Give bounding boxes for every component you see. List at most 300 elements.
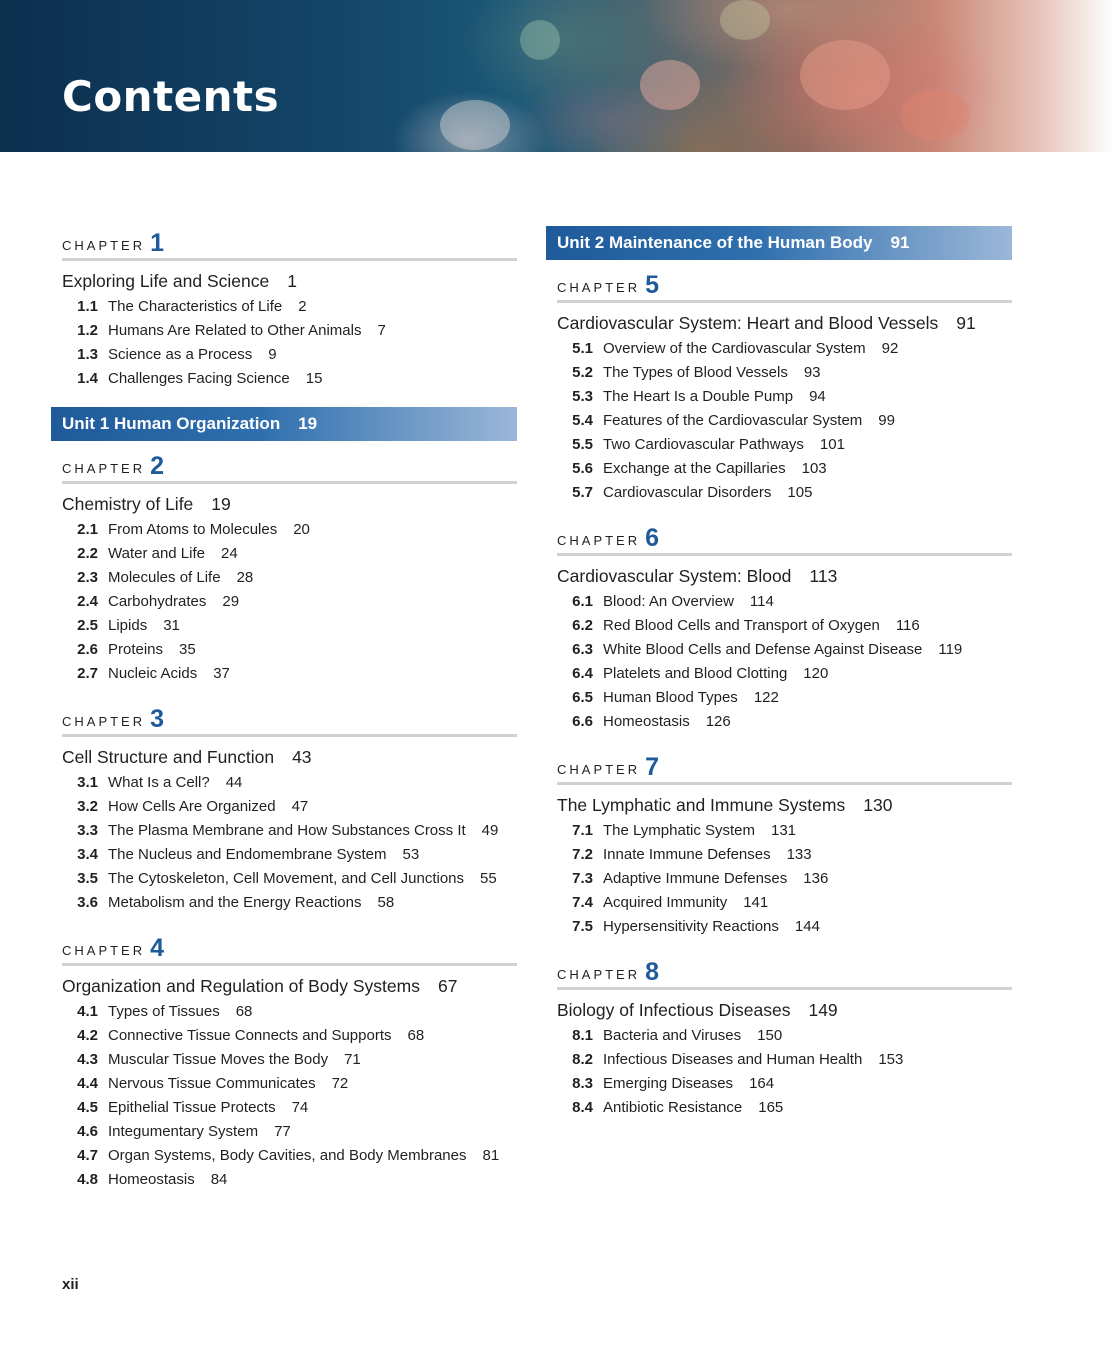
section-title: The Heart Is a Double Pump (603, 388, 794, 405)
section-number: 7.3 (572, 870, 593, 887)
section-page-number: 136 (803, 870, 829, 887)
section-item (557, 844, 1012, 865)
section-number: 6.2 (572, 617, 593, 634)
chapter-block (546, 521, 1012, 732)
section-list (557, 591, 1012, 732)
coral-decoration (800, 40, 890, 110)
section-page-number: 68 (235, 1003, 253, 1020)
section-item (557, 663, 1012, 684)
section-item (557, 1025, 1012, 1046)
chapter-title (62, 746, 517, 768)
section-number: 3.1 (77, 774, 98, 791)
section-page-number: 103 (801, 460, 827, 477)
section-list (62, 519, 517, 684)
section-item (557, 410, 1012, 431)
section-page-number: 92 (881, 340, 899, 357)
section-title: Nucleic Acids (108, 665, 198, 682)
section-title-wrap (603, 892, 1012, 913)
chapter-number: 2 (150, 452, 165, 480)
section-title-wrap (603, 434, 1012, 455)
chapter-label: CHAPTER (62, 714, 146, 729)
section-title-wrap (108, 1073, 517, 1094)
section-title-wrap (603, 1073, 1012, 1094)
chapter-label: CHAPTER (557, 762, 641, 777)
section-title: Metabolism and the Energy Reactions (108, 894, 362, 911)
section-title-wrap (108, 368, 517, 389)
section-title-wrap (108, 1049, 517, 1070)
unit-title: Maintenance of the Human Body (608, 233, 873, 252)
chapter-title-text: Organization and Regulation of Body Systems (62, 976, 420, 996)
section-page-number: 116 (895, 617, 920, 634)
section-title-wrap (108, 796, 517, 817)
chapter-label: CHAPTER (557, 280, 641, 295)
section-item (557, 434, 1012, 455)
chapter-label: CHAPTER (62, 943, 146, 958)
section-title-wrap (108, 820, 517, 841)
section-number: 1.2 (77, 322, 98, 339)
unit-banner (51, 407, 517, 441)
section-title: Science as a Process (108, 346, 253, 363)
section-title-wrap (603, 639, 1012, 660)
section-number: 7.4 (572, 894, 593, 911)
section-title-wrap (108, 1097, 517, 1118)
section-title: Water and Life (108, 545, 205, 562)
section-item (62, 591, 517, 612)
section-list (557, 1025, 1012, 1118)
section-page-number: 49 (481, 822, 499, 839)
section-page-number: 24 (221, 545, 238, 562)
section-title: The Plasma Membrane and How Substances Cross It (108, 822, 466, 839)
section-title-wrap (108, 1001, 517, 1022)
coral-decoration (440, 100, 510, 150)
chapter-number: 1 (150, 229, 165, 257)
section-page-number: 29 (222, 593, 240, 610)
section-page-number: 15 (305, 370, 323, 387)
section-item (62, 320, 517, 341)
section-title-wrap (108, 892, 517, 913)
chapter-title (62, 270, 517, 292)
section-title: The Cytoskeleton, Cell Movement, and Cell Junctions (108, 870, 465, 887)
section-title: The Characteristics of Life (108, 298, 283, 315)
section-title: Types of Tissues (108, 1003, 220, 1020)
section-title: Innate Immune Defenses (603, 846, 771, 863)
section-page-number: 164 (749, 1075, 775, 1092)
section-title: Hypersensitivity Reactions (603, 918, 779, 935)
section-item (62, 868, 517, 889)
section-title: Human Blood Types (603, 689, 738, 706)
section-title-wrap (603, 458, 1012, 479)
section-title: Emerging Diseases (603, 1075, 734, 1092)
section-page-number: 74 (291, 1099, 309, 1116)
section-number: 2.4 (77, 593, 98, 610)
section-title: Humans Are Related to Other Animals (108, 322, 362, 339)
section-item (62, 796, 517, 817)
section-item (62, 615, 517, 636)
section-title: Epithelial Tissue Protects (108, 1099, 276, 1116)
chapter-title (557, 794, 1012, 816)
section-number: 6.3 (572, 641, 593, 658)
section-title-wrap (603, 711, 1012, 732)
section-page-number: 94 (809, 388, 826, 405)
section-title-wrap (108, 1025, 517, 1046)
section-number: 3.6 (77, 894, 98, 911)
chapter-page-number: 67 (437, 976, 458, 996)
coral-decoration (640, 60, 700, 110)
chapter-label: CHAPTER (62, 238, 146, 253)
section-number: 7.5 (572, 918, 593, 935)
section-title-wrap (108, 615, 517, 636)
section-number: 4.3 (77, 1051, 98, 1068)
chapter-page-number: 149 (808, 1000, 838, 1020)
section-title-wrap (108, 320, 517, 341)
section-title-wrap (603, 1097, 1012, 1118)
section-title: Platelets and Blood Clotting (603, 665, 788, 682)
section-number: 4.5 (77, 1099, 98, 1116)
section-item (557, 615, 1012, 636)
section-item (557, 820, 1012, 841)
section-item (557, 362, 1012, 383)
section-item (557, 386, 1012, 407)
section-item (62, 567, 517, 588)
section-title-wrap (108, 543, 517, 564)
section-title-wrap (603, 362, 1012, 383)
chapter-title-text: Cardiovascular System: Blood (557, 566, 792, 586)
chapter-title-text: Exploring Life and Science (62, 271, 270, 291)
section-page-number: 47 (291, 798, 309, 815)
section-number: 7.2 (572, 846, 593, 863)
section-title-wrap (603, 916, 1012, 937)
section-list (557, 820, 1012, 937)
section-title: Antibiotic Resistance (603, 1099, 743, 1116)
section-title-wrap (603, 615, 1012, 636)
section-number: 1.1 (77, 298, 98, 315)
section-title: Two Cardiovascular Pathways (603, 436, 804, 453)
section-item (557, 1097, 1012, 1118)
section-number: 1.3 (77, 346, 98, 363)
section-title: Blood: An Overview (603, 593, 734, 610)
chapter-number: 5 (645, 271, 660, 299)
chapter-heading (557, 750, 1012, 785)
section-title-wrap (108, 868, 517, 889)
section-page-number: 9 (268, 346, 277, 363)
coral-decoration (720, 0, 770, 40)
section-title-wrap (603, 338, 1012, 359)
chapter-label: CHAPTER (557, 967, 641, 982)
section-page-number: 122 (753, 689, 779, 706)
section-item (62, 772, 517, 793)
section-number: 3.4 (77, 846, 98, 863)
section-title-wrap (603, 844, 1012, 865)
section-title: Homeostasis (603, 713, 690, 730)
section-item (62, 543, 517, 564)
section-page-number: 72 (331, 1075, 349, 1092)
section-number: 3.3 (77, 822, 98, 839)
section-number: 4.2 (77, 1027, 98, 1044)
section-title-wrap (108, 591, 517, 612)
section-item (62, 639, 517, 660)
section-title: Organ Systems, Body Cavities, and Body Membranes (108, 1147, 467, 1164)
section-item (62, 1169, 517, 1190)
section-item (557, 1073, 1012, 1094)
chapter-block (51, 226, 517, 389)
toc-left-column (51, 226, 517, 1208)
section-title-wrap (108, 1121, 517, 1142)
section-title: Lipids (108, 617, 148, 634)
section-item (557, 458, 1012, 479)
section-title: Overview of the Cardiovascular System (603, 340, 866, 357)
chapter-title-text: Cell Structure and Function (62, 747, 275, 767)
section-title: From Atoms to Molecules (108, 521, 278, 538)
chapter-block (51, 702, 517, 913)
section-page-number: 37 (213, 665, 230, 682)
chapter-page-number: 19 (211, 494, 231, 514)
chapter-heading (62, 226, 517, 261)
chapter-number: 4 (150, 934, 165, 962)
section-item (557, 687, 1012, 708)
section-item (557, 591, 1012, 612)
section-item (62, 1073, 517, 1094)
section-number: 2.5 (77, 617, 98, 634)
chapter-page-number: 130 (863, 795, 893, 815)
section-title-wrap (108, 344, 517, 365)
section-number: 4.4 (77, 1075, 98, 1092)
chapter-title (557, 565, 1012, 587)
section-title-wrap (108, 1169, 517, 1190)
section-page-number: 119 (938, 641, 963, 658)
section-page-number: 84 (210, 1171, 228, 1188)
section-title-wrap (108, 567, 517, 588)
section-item (62, 1097, 517, 1118)
chapter-block (546, 955, 1012, 1118)
section-number: 2.1 (77, 521, 98, 538)
section-item (557, 916, 1012, 937)
section-title: Muscular Tissue Moves the Body (108, 1051, 329, 1068)
section-page-number: 131 (771, 822, 797, 839)
chapter-number: 8 (645, 958, 660, 986)
section-title: What Is a Cell? (108, 774, 210, 791)
section-page-number: 81 (482, 1147, 500, 1164)
unit-label: Unit 2 (557, 233, 605, 252)
chapter-title (62, 975, 517, 997)
section-number: 5.3 (572, 388, 593, 405)
section-title: Infectious Diseases and Human Health (603, 1051, 863, 1068)
section-title: How Cells Are Organized (108, 798, 276, 815)
section-number: 2.7 (77, 665, 98, 682)
chapter-label: CHAPTER (557, 533, 641, 548)
section-title: Challenges Facing Science (108, 370, 290, 387)
section-item (557, 868, 1012, 889)
chapter-title (557, 999, 1012, 1021)
section-number: 2.6 (77, 641, 98, 658)
chapter-page-number: 1 (287, 271, 297, 291)
section-number: 6.4 (572, 665, 593, 682)
section-title-wrap (603, 386, 1012, 407)
section-number: 5.4 (572, 412, 593, 429)
toc-right-column (546, 226, 1012, 1136)
chapter-page-number: 91 (956, 313, 976, 333)
page-number: xii (62, 1276, 79, 1293)
section-number: 6.1 (572, 593, 593, 610)
section-title-wrap (603, 820, 1012, 841)
section-title-wrap (603, 482, 1012, 503)
chapter-heading (557, 521, 1012, 556)
unit-page-number: 91 (890, 233, 910, 252)
chapter-title (557, 312, 1012, 334)
section-number: 5.6 (572, 460, 593, 477)
section-title: White Blood Cells and Defense Against Disease (603, 641, 923, 658)
section-page-number: 68 (407, 1027, 425, 1044)
section-title: Connective Tissue Connects and Supports (108, 1027, 392, 1044)
section-number: 4.6 (77, 1123, 98, 1140)
section-item (557, 482, 1012, 503)
section-title-wrap (603, 1049, 1012, 1070)
coral-decoration (520, 20, 560, 60)
section-number: 8.3 (572, 1075, 593, 1092)
section-number: 8.1 (572, 1027, 593, 1044)
section-title: Molecules of Life (108, 569, 221, 586)
section-number: 8.4 (572, 1099, 593, 1116)
chapter-heading (557, 955, 1012, 990)
chapter-page-number: 113 (809, 566, 838, 586)
section-title-wrap (108, 639, 517, 660)
section-page-number: 99 (878, 412, 895, 429)
chapter-block (51, 449, 517, 684)
chapter-number: 3 (150, 705, 165, 733)
section-number: 4.7 (77, 1147, 98, 1164)
section-item (62, 368, 517, 389)
section-title: The Lymphatic System (603, 822, 755, 839)
section-page-number: 133 (786, 846, 812, 863)
section-page-number: 77 (274, 1123, 291, 1140)
chapter-block (546, 750, 1012, 937)
section-number: 5.5 (572, 436, 593, 453)
chapter-page-number: 43 (292, 747, 312, 767)
chapter-title-text: Biology of Infectious Diseases (557, 1000, 791, 1020)
section-title: Acquired Immunity (603, 894, 728, 911)
section-number: 1.4 (77, 370, 98, 387)
chapter-block (546, 268, 1012, 503)
section-number: 4.1 (77, 1003, 98, 1020)
section-page-number: 165 (758, 1099, 784, 1116)
section-page-number: 144 (794, 918, 820, 935)
section-item (557, 1049, 1012, 1070)
chapter-label: CHAPTER (62, 461, 146, 476)
section-title-wrap (603, 663, 1012, 684)
section-item (62, 892, 517, 913)
chapter-number: 6 (645, 524, 660, 552)
section-number: 3.2 (77, 798, 98, 815)
section-page-number: 44 (225, 774, 243, 791)
chapter-heading (557, 268, 1012, 303)
section-list (62, 1001, 517, 1190)
section-item (62, 1001, 517, 1022)
unit-banner (546, 226, 1012, 260)
section-page-number: 120 (803, 665, 829, 682)
section-title-wrap (603, 410, 1012, 431)
section-number: 2.2 (77, 545, 98, 562)
section-title: Exchange at the Capillaries (603, 460, 786, 477)
section-title-wrap (108, 663, 517, 684)
section-item (62, 820, 517, 841)
section-item (62, 1025, 517, 1046)
section-item (62, 663, 517, 684)
section-number: 7.1 (572, 822, 593, 839)
section-item (557, 338, 1012, 359)
section-title-wrap (108, 772, 517, 793)
chapter-title-text: Chemistry of Life (62, 494, 194, 514)
section-title: Bacteria and Viruses (603, 1027, 742, 1044)
section-number: 5.2 (572, 364, 593, 381)
section-page-number: 71 (344, 1051, 361, 1068)
chapter-number: 7 (645, 753, 660, 781)
chapter-heading (62, 702, 517, 737)
section-page-number: 126 (705, 713, 731, 730)
section-page-number: 7 (377, 322, 386, 339)
section-title: Features of the Cardiovascular System (603, 412, 863, 429)
section-page-number: 93 (803, 364, 821, 381)
section-title: Adaptive Immune Defenses (603, 870, 788, 887)
section-number: 5.7 (572, 484, 593, 501)
section-title-wrap (108, 844, 517, 865)
section-number: 3.5 (77, 870, 98, 887)
section-number: 6.5 (572, 689, 593, 706)
section-number: 8.2 (572, 1051, 593, 1068)
chapter-title-text: The Lymphatic and Immune Systems (557, 795, 846, 815)
section-list (557, 338, 1012, 503)
section-page-number: 53 (402, 846, 420, 863)
header-banner (0, 0, 1114, 152)
section-page-number: 114 (749, 593, 774, 610)
section-number: 2.3 (77, 569, 98, 586)
section-item (557, 892, 1012, 913)
section-page-number: 55 (480, 870, 497, 887)
section-title-wrap (603, 1025, 1012, 1046)
section-page-number: 31 (163, 617, 180, 634)
section-page-number: 20 (293, 521, 310, 538)
section-page-number: 141 (743, 894, 769, 911)
section-number: 6.6 (572, 713, 593, 730)
coral-decoration (900, 90, 970, 140)
section-page-number: 105 (787, 484, 813, 501)
section-item (62, 1121, 517, 1142)
section-number: 5.1 (572, 340, 593, 357)
section-title: Carbohydrates (108, 593, 207, 610)
section-page-number: 2 (298, 298, 307, 315)
section-item (62, 1049, 517, 1070)
section-title-wrap (108, 519, 517, 540)
section-item (62, 344, 517, 365)
section-title: Red Blood Cells and Transport of Oxygen (603, 617, 880, 634)
section-item (62, 296, 517, 317)
section-list (62, 772, 517, 913)
chapter-title (62, 493, 517, 515)
section-title: Cardiovascular Disorders (603, 484, 772, 501)
section-title-wrap (603, 868, 1012, 889)
section-title-wrap (603, 591, 1012, 612)
section-title: The Types of Blood Vessels (603, 364, 788, 381)
page-title: Contents (62, 72, 280, 121)
section-title: Integumentary System (108, 1123, 259, 1140)
section-page-number: 101 (819, 436, 845, 453)
section-title: Nervous Tissue Communicates (108, 1075, 316, 1092)
section-item (557, 639, 1012, 660)
chapter-block (51, 931, 517, 1190)
section-title-wrap (108, 296, 517, 317)
section-page-number: 28 (236, 569, 254, 586)
section-title: Homeostasis (108, 1171, 195, 1188)
section-title: The Nucleus and Endomembrane System (108, 846, 387, 863)
section-number: 4.8 (77, 1171, 98, 1188)
